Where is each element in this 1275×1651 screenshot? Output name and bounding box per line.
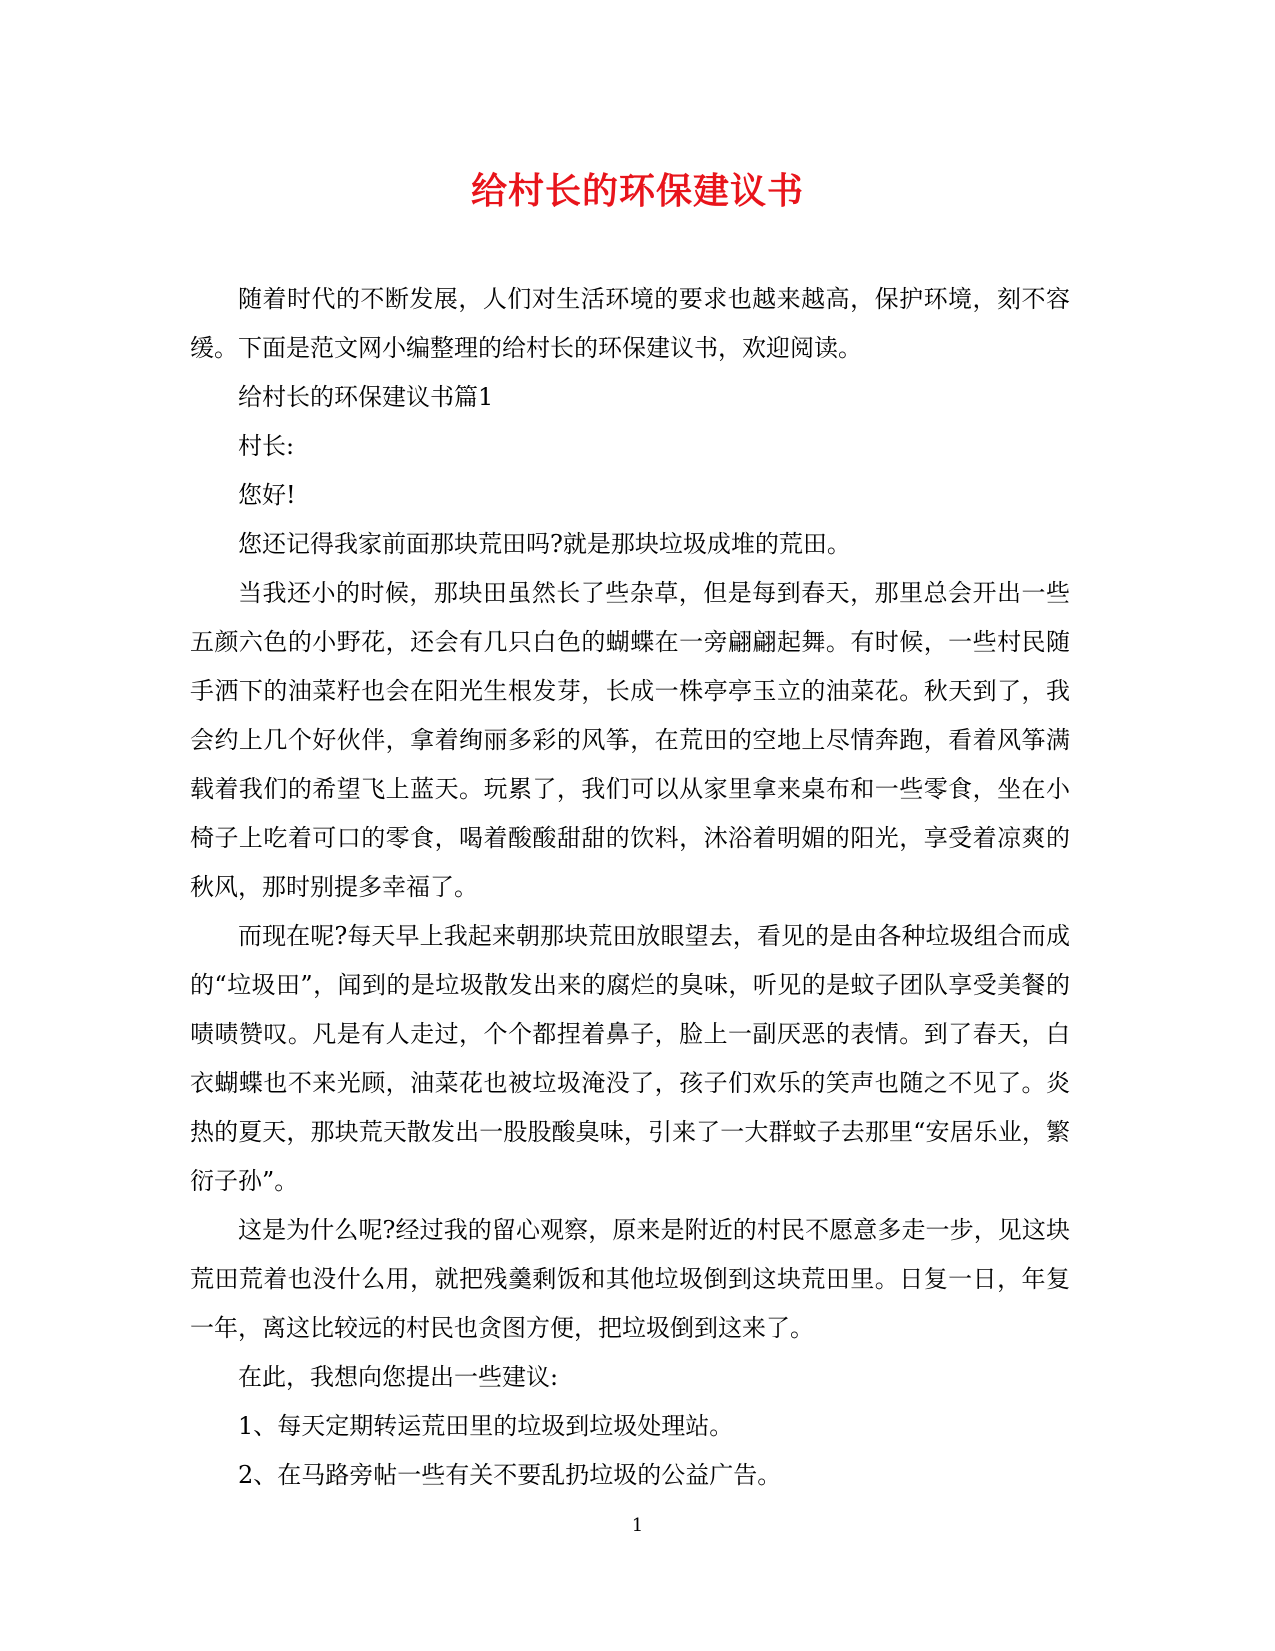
paragraph: 在此，我想向您提出一些建议: bbox=[238, 1363, 559, 1391]
page-number: 1 bbox=[631, 1515, 644, 1536]
paragraph: 您还记得我家前面那块荒田吗?就是那块垃圾成堆的荒田。 bbox=[238, 530, 851, 558]
paragraph: 这是为什么呢?经过我的留心观察，原来是附近的村民不愿意多走一步，见这块荒田荒着也没什么用，就把残羹剩饭和其他垃圾倒到这块荒田里。日复一日，年复一年，离这比较远的村民也贪图方便，把垃圾倒到这来了。 bbox=[190, 1216, 1070, 1342]
paragraph-intro: 随着时代的不断发展，人们对生活环境的要求也越来越高，保护环境，刻不容缓。下面是范文网小编整理的给村长的环保建议书，欢迎阅读。 bbox=[190, 285, 1070, 362]
salutation-greeting: 您好! bbox=[238, 481, 296, 509]
list-item: 1、每天定期转运荒田里的垃圾到垃圾处理站。 bbox=[238, 1412, 734, 1440]
paragraph: 而现在呢?每天早上我起来朝那块荒田放眼望去，看见的是由各种垃圾组合而成的“垃圾田”，闻到的是垃圾散发出来的腐烂的臭味，听见的是蚊子团队享受美餐的啧啧赞叹。凡是有人走过，个个都捏着鼻子，脸上一副厌恶的表情。到了春天，白衣蝴蝶也不来光顾，油菜花也被垃圾淹没了，孩子们欢乐的笑声也随之不见了。炎热的夏天，那块荒天散发出一股股酸臭味，引来了一大群蚊子去那里“安居乐业，繁衍子孙”。 bbox=[190, 922, 1070, 1195]
section-heading: 给村长的环保建议书篇1 bbox=[238, 383, 494, 411]
list-item: 2、在马路旁帖一些有关不要乱扔垃圾的公益广告。 bbox=[238, 1461, 782, 1489]
document-title: 给村长的环保建议书 bbox=[470, 170, 804, 212]
document-body bbox=[190, 275, 1070, 1500]
salutation-recipient: 村长: bbox=[238, 432, 295, 460]
paragraph: 当我还小的时候，那块田虽然长了些杂草，但是每到春天，那里总会开出一些五颜六色的小野花，还会有几只白色的蝴蝶在一旁翩翩起舞。有时候，一些村民随手洒下的油菜籽也会在阳光生根发芽，长成一株亭亭玉立的油菜花。秋天到了，我会约上几个好伙伴，拿着绚丽多彩的风筝，在荒田的空地上尽情奔跑，看着风筝满载着我们的希望飞上蓝天。玩累了，我们可以从家里拿来桌布和一些零食，坐在小椅子上吃着可口的零食，喝着酸酸甜甜的饮料，沐浴着明媚的阳光，享受着凉爽的秋风，那时别提多幸福了。 bbox=[190, 579, 1070, 901]
